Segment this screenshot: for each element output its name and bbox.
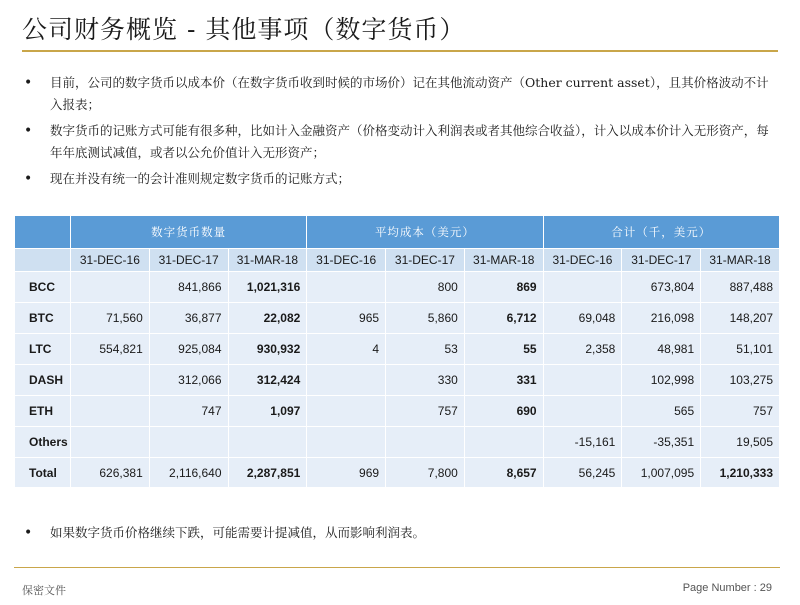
table-row — [15, 272, 780, 303]
table-cell: 925,084 — [149, 334, 228, 365]
table-corner — [15, 216, 71, 249]
table-cell: 757 — [701, 396, 780, 427]
table-cell: 969 — [307, 458, 386, 488]
table-cell: 7,800 — [386, 458, 465, 488]
table-cell: 800 — [386, 272, 465, 303]
table-cell: 103,275 — [701, 365, 780, 396]
table-row — [15, 303, 780, 334]
bullet-dot-icon: • — [24, 171, 33, 187]
table-row — [15, 396, 780, 427]
table-cell — [386, 427, 465, 458]
table-cell: 51,101 — [701, 334, 780, 365]
confidential-label: 保密文件 — [22, 584, 66, 597]
row-label: LTC — [15, 334, 71, 365]
table-cell — [71, 396, 150, 427]
table-cell — [464, 427, 543, 458]
row-label: BCC — [15, 272, 71, 303]
table-cell: 673,804 — [622, 272, 701, 303]
table-cell: 841,866 — [149, 272, 228, 303]
bullet-dot-icon: • — [24, 75, 33, 91]
table-body — [15, 272, 780, 488]
bullet-dot-icon: • — [24, 525, 33, 541]
crypto-holdings-table — [14, 215, 780, 488]
table-cell: 5,860 — [386, 303, 465, 334]
group-header-total: 合计（千，美元） — [543, 216, 779, 249]
row-label: Others — [15, 427, 71, 458]
table-cell: 2,287,851 — [228, 458, 307, 488]
bullet-item-impairment — [22, 522, 800, 544]
row-label: ETH — [15, 396, 71, 427]
group-header-quantity: 数字货币数量 — [71, 216, 307, 249]
bullet-text: 数字货币的记账方式可能有很多种，比如计入金融资产（价格变动计入利润表或者其他综合收益），计入以成本价计入无形资产，每年年底测试减值，或者以公允价值计入无形资产； — [50, 123, 769, 160]
table-cell: 965 — [307, 303, 386, 334]
table-cell: 69,048 — [543, 303, 622, 334]
table-cell — [228, 427, 307, 458]
date-header: 31-DEC-16 — [71, 249, 150, 272]
date-header: 31-DEC-16 — [307, 249, 386, 272]
table-cell — [543, 272, 622, 303]
row-label: Total — [15, 458, 71, 488]
table-cell: -35,351 — [622, 427, 701, 458]
bullet-text: 目前，公司的数字货币以成本价（在数字货币收到时候的市场价）记在其他流动资产（Other current asset），且其价格波动不计入报表； — [50, 75, 769, 112]
table-cell: 216,098 — [622, 303, 701, 334]
row-label: BTC — [15, 303, 71, 334]
table-cell — [543, 365, 622, 396]
page-title: 公司财务概览 - 其他事项（数字货币） — [22, 15, 466, 44]
table-cell: 6,712 — [464, 303, 543, 334]
table-cell — [149, 427, 228, 458]
table-cell: 56,245 — [543, 458, 622, 488]
table-cell — [543, 396, 622, 427]
page-number: Page Number : 29 — [682, 582, 772, 594]
table-cell: 690 — [464, 396, 543, 427]
table-cell: 8,657 — [464, 458, 543, 488]
bullet-item — [22, 120, 772, 164]
table-cell: 887,488 — [701, 272, 780, 303]
bullet-item — [22, 72, 772, 116]
table-cell — [307, 272, 386, 303]
table-cell — [71, 272, 150, 303]
table-cell: 53 — [386, 334, 465, 365]
table-cell: 36,877 — [149, 303, 228, 334]
date-header: 31-DEC-17 — [386, 249, 465, 272]
table-cell: 2,358 — [543, 334, 622, 365]
bullet-item — [22, 168, 772, 190]
table-cell: 869 — [464, 272, 543, 303]
table-cell — [71, 365, 150, 396]
date-header: 31-DEC-17 — [622, 249, 701, 272]
table-cell: 747 — [149, 396, 228, 427]
table-cell: 2,116,640 — [149, 458, 228, 488]
table-cell: 48,981 — [622, 334, 701, 365]
table-cell: 330 — [386, 365, 465, 396]
table-cell — [307, 427, 386, 458]
title-divider — [22, 50, 778, 52]
bullet-text: 现在并没有统一的会计准则规定数字货币的记账方式； — [50, 171, 351, 186]
table-cell: 930,932 — [228, 334, 307, 365]
table-cell — [71, 427, 150, 458]
table-cell: 102,998 — [622, 365, 701, 396]
table-cell: 565 — [622, 396, 701, 427]
bullet-list — [22, 72, 772, 194]
table-cell: 1,021,316 — [228, 272, 307, 303]
table-cell: -15,161 — [543, 427, 622, 458]
bullet-text: 如果数字货币价格继续下跌，可能需要计提减值，从而影响利润表。 — [50, 525, 426, 540]
table-row — [15, 365, 780, 396]
date-header: 31-DEC-16 — [543, 249, 622, 272]
table-row — [15, 458, 780, 488]
table-cell: 757 — [386, 396, 465, 427]
table-cell: 626,381 — [71, 458, 150, 488]
row-label: DASH — [15, 365, 71, 396]
date-header: 31-MAR-18 — [701, 249, 780, 272]
table-cell: 554,821 — [71, 334, 150, 365]
date-header: 31-DEC-17 — [149, 249, 228, 272]
table-cell — [307, 365, 386, 396]
table-cell — [307, 396, 386, 427]
table-cell: 4 — [307, 334, 386, 365]
footer-divider — [14, 567, 780, 568]
date-header-row — [15, 249, 780, 272]
table-cell: 312,424 — [228, 365, 307, 396]
table-cell: 22,082 — [228, 303, 307, 334]
table-cell: 71,560 — [71, 303, 150, 334]
date-header: 31-MAR-18 — [464, 249, 543, 272]
bullet-dot-icon: • — [24, 123, 33, 139]
table-cell: 148,207 — [701, 303, 780, 334]
table-cell: 1,097 — [228, 396, 307, 427]
table-row — [15, 334, 780, 365]
table-cell: 312,066 — [149, 365, 228, 396]
table-cell: 1,007,095 — [622, 458, 701, 488]
table-cell: 1,210,333 — [701, 458, 780, 488]
crypto-table-container — [14, 215, 780, 488]
date-corner — [15, 249, 71, 272]
table-row — [15, 427, 780, 458]
table-cell: 19,505 — [701, 427, 780, 458]
group-header-avg-cost: 平均成本（美元） — [307, 216, 543, 249]
table-cell: 331 — [464, 365, 543, 396]
table-cell: 55 — [464, 334, 543, 365]
date-header: 31-MAR-18 — [228, 249, 307, 272]
group-header-row — [15, 216, 780, 249]
